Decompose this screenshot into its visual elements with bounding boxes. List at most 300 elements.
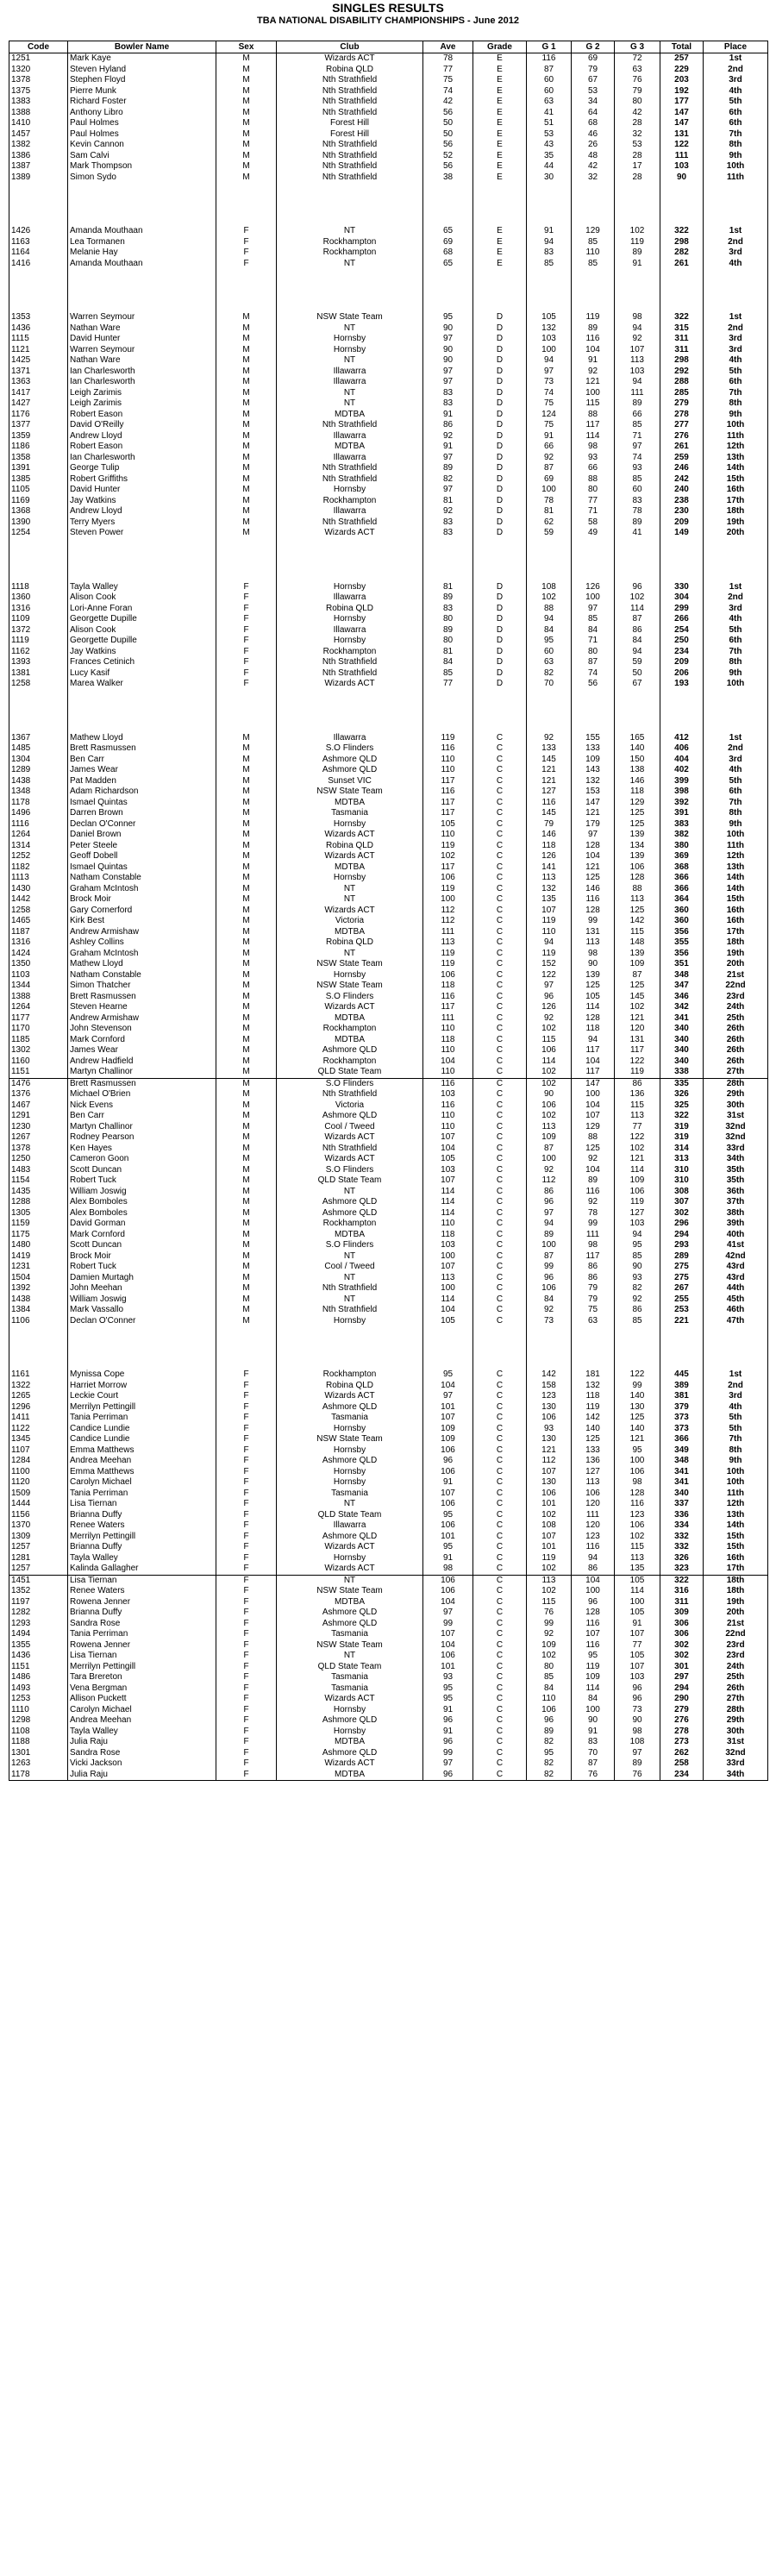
average-cell: 119: [423, 884, 473, 895]
table-row: [9, 97, 768, 108]
bowler-name-cell: John Stevenson: [68, 1024, 216, 1035]
game-1-cell: 63: [527, 97, 572, 108]
game-1-cell: 95: [527, 1748, 572, 1759]
place-cell: 6th: [704, 118, 768, 129]
game-2-cell: 95: [572, 1651, 615, 1662]
game-2-cell: 104: [572, 1575, 615, 1586]
place-cell: 2nd: [704, 1381, 768, 1392]
club-cell: Hornsby: [277, 636, 423, 647]
game-1-cell: 92: [527, 1165, 572, 1176]
code-cell: 1375: [9, 86, 68, 97]
bowler-name-cell: Candice Lundie: [68, 1424, 216, 1435]
grade-cell: C: [473, 1456, 527, 1467]
table-row: [9, 108, 768, 119]
sex-cell: F: [216, 1715, 277, 1727]
code-cell: 1392: [9, 1283, 68, 1294]
average-cell: 99: [423, 1619, 473, 1630]
club-cell: NT: [277, 894, 423, 906]
total-cell: 302: [660, 1208, 704, 1219]
place-cell: 11th: [704, 841, 768, 852]
bowler-name-cell: George Tulip: [68, 463, 216, 474]
club-cell: Victoria: [277, 1100, 423, 1112]
game-3-cell: 146: [615, 776, 660, 787]
game-2-cell: 140: [572, 1424, 615, 1435]
grade-cell: E: [473, 129, 527, 141]
code-cell: 1465: [9, 916, 68, 927]
grade-cell: C: [473, 819, 527, 830]
sex-cell: M: [216, 367, 277, 378]
bowler-name-cell: Leckie Court: [68, 1391, 216, 1402]
code-cell: 1372: [9, 625, 68, 636]
grade-cell: C: [473, 830, 527, 841]
place-cell: 4th: [704, 86, 768, 97]
spacer-cell: [572, 539, 615, 582]
club-cell: Hornsby: [277, 1477, 423, 1489]
table-row: [9, 1683, 768, 1695]
place-cell: 2nd: [704, 592, 768, 604]
total-cell: 294: [660, 1230, 704, 1241]
place-cell: 13th: [704, 1510, 768, 1521]
place-cell: 1st: [704, 733, 768, 744]
total-cell: 299: [660, 604, 704, 615]
results-table: [9, 41, 768, 1781]
spacer-cell: [704, 1326, 768, 1369]
game-3-cell: 120: [615, 1024, 660, 1035]
code-cell: 1230: [9, 1122, 68, 1133]
average-cell: 90: [423, 355, 473, 367]
average-cell: 101: [423, 1662, 473, 1673]
total-cell: 306: [660, 1619, 704, 1630]
table-row: [9, 743, 768, 755]
total-cell: 381: [660, 1391, 704, 1402]
game-1-cell: 115: [527, 1597, 572, 1608]
grade-cell: C: [473, 1402, 527, 1413]
place-cell: 41st: [704, 1240, 768, 1251]
sex-cell: F: [216, 1683, 277, 1695]
sex-cell: F: [216, 1467, 277, 1478]
sex-cell: M: [216, 776, 277, 787]
game-2-cell: 110: [572, 248, 615, 259]
code-cell: 1105: [9, 485, 68, 496]
game-2-cell: 83: [572, 1737, 615, 1748]
game-3-cell: 67: [615, 679, 660, 690]
bowler-name-cell: Frances Cetinich: [68, 657, 216, 668]
table-row: [9, 1662, 768, 1673]
spacer-cell: [572, 269, 615, 312]
spacer-cell: [615, 1326, 660, 1369]
table-row: [9, 1619, 768, 1630]
game-2-cell: 117: [572, 1067, 615, 1078]
game-1-cell: 87: [527, 1144, 572, 1155]
game-1-cell: 94: [527, 937, 572, 949]
average-cell: 103: [423, 1089, 473, 1100]
game-2-cell: 119: [572, 312, 615, 323]
game-1-cell: 44: [527, 161, 572, 172]
club-cell: MDTBA: [277, 1737, 423, 1748]
table-row: [9, 647, 768, 658]
grade-cell: C: [473, 1197, 527, 1208]
game-1-cell: 106: [527, 1413, 572, 1424]
bowler-name-cell: Simon Sydo: [68, 172, 216, 184]
table-row: [9, 1467, 768, 1478]
grade-cell: C: [473, 787, 527, 798]
total-cell: 262: [660, 1748, 704, 1759]
bowler-name-cell: Stephen Floyd: [68, 75, 216, 86]
bowler-name-cell: Pierre Munk: [68, 86, 216, 97]
club-cell: QLD State Team: [277, 1175, 423, 1187]
grade-cell: C: [473, 1672, 527, 1683]
sex-cell: M: [216, 1240, 277, 1251]
bowler-name-cell: Scott Duncan: [68, 1165, 216, 1176]
game-2-cell: 79: [572, 65, 615, 76]
game-2-cell: 128: [572, 1013, 615, 1025]
header-g2: G 2: [572, 41, 615, 53]
average-cell: 83: [423, 398, 473, 410]
game-2-cell: 86: [572, 1564, 615, 1575]
game-3-cell: 77: [615, 1122, 660, 1133]
place-cell: 10th: [704, 161, 768, 172]
sex-cell: F: [216, 1477, 277, 1489]
game-2-cell: 116: [572, 334, 615, 345]
bowler-name-cell: Sam Calvi: [68, 151, 216, 162]
place-cell: 35th: [704, 1165, 768, 1176]
game-1-cell: 78: [527, 496, 572, 507]
grade-cell: C: [473, 1035, 527, 1046]
average-cell: 97: [423, 334, 473, 345]
average-cell: 106: [423, 1499, 473, 1510]
bowler-name-cell: Kevin Cannon: [68, 140, 216, 151]
total-cell: 334: [660, 1520, 704, 1532]
bowler-name-cell: Andrew Lloyd: [68, 506, 216, 517]
sex-cell: M: [216, 927, 277, 938]
game-2-cell: 132: [572, 1381, 615, 1392]
average-cell: 65: [423, 226, 473, 237]
code-cell: 1388: [9, 992, 68, 1003]
grade-cell: D: [473, 517, 527, 529]
average-cell: 107: [423, 1629, 473, 1640]
game-3-cell: 98: [615, 312, 660, 323]
average-cell: 82: [423, 474, 473, 486]
bowler-name-cell: Ismael Quintas: [68, 798, 216, 809]
bowler-name-cell: Damien Murtagh: [68, 1273, 216, 1284]
game-1-cell: 113: [527, 1122, 572, 1133]
game-3-cell: 114: [615, 604, 660, 615]
code-cell: 1377: [9, 420, 68, 431]
game-3-cell: 77: [615, 1640, 660, 1652]
grade-cell: C: [473, 1067, 527, 1078]
table-row: [9, 755, 768, 766]
code-cell: 1410: [9, 118, 68, 129]
code-cell: 1509: [9, 1489, 68, 1500]
game-1-cell: 60: [527, 86, 572, 97]
sex-cell: F: [216, 1391, 277, 1402]
grade-cell: E: [473, 151, 527, 162]
total-cell: 310: [660, 1175, 704, 1187]
game-2-cell: 100: [572, 388, 615, 399]
club-cell: Nth Strathfield: [277, 1144, 423, 1155]
table-row: [9, 53, 768, 65]
game-2-cell: 121: [572, 377, 615, 388]
average-cell: 83: [423, 604, 473, 615]
total-cell: 285: [660, 388, 704, 399]
total-cell: 234: [660, 647, 704, 658]
average-cell: 116: [423, 992, 473, 1003]
code-cell: 1344: [9, 981, 68, 992]
game-3-cell: 119: [615, 1067, 660, 1078]
place-cell: 15th: [704, 1532, 768, 1543]
code-cell: 1103: [9, 970, 68, 981]
spacer-cell: [572, 1326, 615, 1369]
place-cell: 36th: [704, 1187, 768, 1198]
table-row: [9, 1122, 768, 1133]
bowler-name-cell: Jay Watkins: [68, 496, 216, 507]
place-cell: 25th: [704, 1672, 768, 1683]
grade-cell: E: [473, 248, 527, 259]
bowler-name-cell: Renee Waters: [68, 1520, 216, 1532]
spacer-cell: [277, 690, 423, 733]
average-cell: 117: [423, 862, 473, 874]
code-cell: 1348: [9, 787, 68, 798]
grade-cell: E: [473, 97, 527, 108]
average-cell: 90: [423, 345, 473, 356]
sex-cell: F: [216, 248, 277, 259]
code-cell: 1496: [9, 808, 68, 819]
average-cell: 91: [423, 410, 473, 421]
game-1-cell: 145: [527, 755, 572, 766]
bowler-name-cell: Andrew Lloyd: [68, 431, 216, 442]
code-cell: 1177: [9, 1013, 68, 1025]
spacer-cell: [423, 183, 473, 226]
sex-cell: M: [216, 959, 277, 970]
code-cell: 1265: [9, 1391, 68, 1402]
game-1-cell: 51: [527, 118, 572, 129]
game-1-cell: 91: [527, 226, 572, 237]
average-cell: 117: [423, 808, 473, 819]
place-cell: 13th: [704, 453, 768, 464]
game-3-cell: 106: [615, 862, 660, 874]
spacer-cell: [473, 183, 527, 226]
game-3-cell: 94: [615, 647, 660, 658]
total-cell: 276: [660, 431, 704, 442]
place-cell: 1st: [704, 582, 768, 593]
sex-cell: M: [216, 334, 277, 345]
bowler-name-cell: Emma Matthews: [68, 1445, 216, 1457]
place-cell: 15th: [704, 1542, 768, 1553]
average-cell: 78: [423, 53, 473, 65]
grade-cell: C: [473, 970, 527, 981]
grade-cell: C: [473, 1477, 527, 1489]
bowler-name-cell: Emma Matthews: [68, 1467, 216, 1478]
club-cell: NT: [277, 388, 423, 399]
game-3-cell: 109: [615, 959, 660, 970]
average-cell: 84: [423, 657, 473, 668]
total-cell: 111: [660, 151, 704, 162]
table-row: [9, 582, 768, 593]
sex-cell: F: [216, 1434, 277, 1445]
game-2-cell: 88: [572, 1132, 615, 1144]
average-cell: 110: [423, 1067, 473, 1078]
game-2-cell: 97: [572, 830, 615, 841]
sex-cell: F: [216, 1413, 277, 1424]
place-cell: 9th: [704, 410, 768, 421]
sex-cell: F: [216, 1510, 277, 1521]
game-1-cell: 76: [527, 1608, 572, 1619]
game-1-cell: 102: [527, 1586, 572, 1597]
total-cell: 234: [660, 1770, 704, 1781]
place-cell: 16th: [704, 1553, 768, 1564]
sex-cell: M: [216, 1089, 277, 1100]
grade-cell: C: [473, 992, 527, 1003]
club-cell: Tasmania: [277, 1629, 423, 1640]
club-cell: Rockhampton: [277, 1369, 423, 1381]
average-cell: 80: [423, 614, 473, 625]
total-cell: 326: [660, 1089, 704, 1100]
game-2-cell: 75: [572, 1305, 615, 1316]
grade-cell: C: [473, 1100, 527, 1112]
grade-cell: C: [473, 851, 527, 862]
game-1-cell: 92: [527, 733, 572, 744]
table-row: [9, 1510, 768, 1521]
bowler-name-cell: Brett Rasmussen: [68, 992, 216, 1003]
bowler-name-cell: Daniel Brown: [68, 830, 216, 841]
game-2-cell: 119: [572, 1402, 615, 1413]
code-cell: 1288: [9, 1197, 68, 1208]
average-cell: 95: [423, 1683, 473, 1695]
club-cell: Cool / Tweed: [277, 1262, 423, 1273]
game-2-cell: 85: [572, 614, 615, 625]
average-cell: 90: [423, 323, 473, 335]
bowler-name-cell: Darren Brown: [68, 808, 216, 819]
game-1-cell: 94: [527, 237, 572, 248]
code-cell: 1494: [9, 1629, 68, 1640]
bowler-name-cell: David Hunter: [68, 334, 216, 345]
grade-cell: C: [473, 1694, 527, 1705]
club-cell: Tasmania: [277, 1413, 423, 1424]
results-table-header: [9, 41, 768, 53]
game-1-cell: 102: [527, 1078, 572, 1089]
grade-cell: D: [473, 431, 527, 442]
game-1-cell: 115: [527, 1035, 572, 1046]
game-2-cell: 129: [572, 1122, 615, 1133]
table-row: [9, 894, 768, 906]
club-cell: Nth Strathfield: [277, 668, 423, 680]
average-cell: 106: [423, 1575, 473, 1586]
average-cell: 104: [423, 1056, 473, 1068]
code-cell: 1156: [9, 1510, 68, 1521]
game-2-cell: 127: [572, 1467, 615, 1478]
average-cell: 110: [423, 1122, 473, 1133]
code-cell: 1378: [9, 75, 68, 86]
game-1-cell: 122: [527, 970, 572, 981]
place-cell: 5th: [704, 625, 768, 636]
total-cell: 307: [660, 1197, 704, 1208]
place-cell: 19th: [704, 1597, 768, 1608]
game-2-cell: 105: [572, 992, 615, 1003]
table-row: [9, 129, 768, 141]
club-cell: NSW State Team: [277, 787, 423, 798]
code-cell: 1411: [9, 1413, 68, 1424]
sex-cell: F: [216, 1402, 277, 1413]
club-cell: Nth Strathfield: [277, 86, 423, 97]
total-cell: 147: [660, 118, 704, 129]
header-g3: G 3: [615, 41, 660, 53]
spacer-cell: [216, 539, 277, 582]
place-cell: 7th: [704, 647, 768, 658]
club-cell: Nth Strathfield: [277, 172, 423, 184]
code-cell: 1436: [9, 323, 68, 335]
grade-cell: C: [473, 884, 527, 895]
spacer-cell: [572, 183, 615, 226]
total-cell: 276: [660, 1715, 704, 1727]
code-cell: 1350: [9, 959, 68, 970]
game-2-cell: 126: [572, 582, 615, 593]
place-cell: 6th: [704, 108, 768, 119]
bowler-name-cell: Ian Charlesworth: [68, 453, 216, 464]
sex-cell: M: [216, 118, 277, 129]
place-cell: 24th: [704, 1662, 768, 1673]
club-cell: Rockhampton: [277, 237, 423, 248]
code-cell: 1476: [9, 1078, 68, 1089]
place-cell: 28th: [704, 1705, 768, 1716]
game-1-cell: 69: [527, 474, 572, 486]
code-cell: 1109: [9, 614, 68, 625]
place-cell: 11th: [704, 172, 768, 184]
total-cell: 308: [660, 1187, 704, 1198]
game-2-cell: 125: [572, 1144, 615, 1155]
grade-cell: C: [473, 1564, 527, 1575]
average-cell: 65: [423, 259, 473, 270]
game-2-cell: 96: [572, 1597, 615, 1608]
total-cell: 322: [660, 1575, 704, 1586]
sex-cell: M: [216, 1111, 277, 1122]
total-cell: 340: [660, 1489, 704, 1500]
code-cell: 1316: [9, 604, 68, 615]
table-row: [9, 949, 768, 960]
code-cell: 1435: [9, 1187, 68, 1198]
club-cell: NSW State Team: [277, 312, 423, 323]
grade-cell: C: [473, 906, 527, 917]
game-1-cell: 107: [527, 906, 572, 917]
table-row: [9, 1424, 768, 1435]
game-2-cell: 69: [572, 53, 615, 65]
spacer-cell: [660, 690, 704, 733]
bowler-name-cell: Martyn Challinor: [68, 1122, 216, 1133]
total-cell: 90: [660, 172, 704, 184]
table-row: [9, 1056, 768, 1068]
game-3-cell: 122: [615, 1056, 660, 1068]
average-cell: 96: [423, 1737, 473, 1748]
bowler-name-cell: Julia Raju: [68, 1737, 216, 1748]
grade-cell: D: [473, 614, 527, 625]
average-cell: 107: [423, 1175, 473, 1187]
place-cell: 10th: [704, 420, 768, 431]
table-row: [9, 787, 768, 798]
bowler-name-cell: David O'Reilly: [68, 420, 216, 431]
table-row: [9, 851, 768, 862]
total-cell: 325: [660, 1100, 704, 1112]
game-3-cell: 107: [615, 1662, 660, 1673]
code-cell: 1115: [9, 334, 68, 345]
club-cell: MDTBA: [277, 1597, 423, 1608]
code-cell: 1305: [9, 1208, 68, 1219]
game-3-cell: 125: [615, 981, 660, 992]
game-1-cell: 90: [527, 1089, 572, 1100]
table-row: [9, 463, 768, 474]
club-cell: Nth Strathfield: [277, 140, 423, 151]
table-row: [9, 118, 768, 129]
average-cell: 114: [423, 1208, 473, 1219]
spacer-cell: [527, 1326, 572, 1369]
